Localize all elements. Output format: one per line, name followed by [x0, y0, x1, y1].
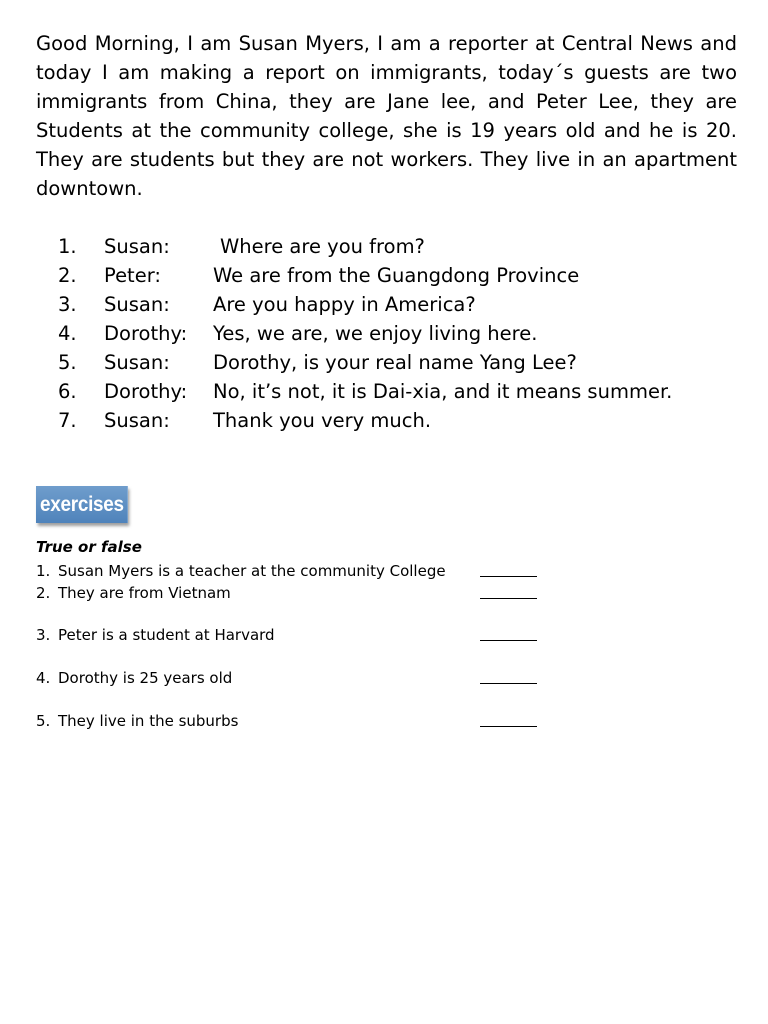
dialogue-number: 3. [58, 293, 77, 316]
dialogue-line [36, 406, 736, 435]
dialogue-text: We are from the Guangdong Province [213, 264, 580, 287]
item-number: 2. [36, 584, 51, 602]
dialogue-number: 7. [58, 409, 77, 432]
dialogue-text: Yes, we are, we enjoy living here. [213, 322, 538, 345]
dialogue-speaker: Susan: [104, 293, 170, 316]
dialogue-line [36, 377, 736, 406]
true-false-item [36, 667, 556, 689]
item-statement: They are from Vietnam [58, 584, 231, 602]
dialogue-line [36, 348, 736, 377]
true-false-item [36, 560, 556, 582]
dialogue-list [36, 232, 736, 435]
dialogue-speaker: Susan: [104, 235, 170, 258]
exercises-badge: exercises [36, 486, 128, 523]
item-statement: Dorothy is 25 years old [58, 669, 233, 687]
true-false-item [36, 710, 556, 732]
dialogue-line [36, 319, 736, 348]
dialogue-speaker: Susan: [104, 351, 170, 374]
answer-blank[interactable] [480, 584, 537, 599]
dialogue-number: 6. [58, 380, 77, 403]
dialogue-speaker: Susan: [104, 409, 170, 432]
dialogue-speaker: Dorothy: [104, 380, 188, 403]
item-number: 3. [36, 626, 51, 644]
dialogue-number: 2. [58, 264, 77, 287]
item-statement: Susan Myers is a teacher at the community College [58, 562, 446, 580]
dialogue-number: 4. [58, 322, 77, 345]
dialogue-line [36, 232, 736, 261]
answer-blank[interactable] [480, 626, 537, 641]
answer-blank[interactable] [480, 712, 537, 727]
dialogue-number: 5. [58, 351, 77, 374]
dialogue-line [36, 290, 736, 319]
item-number: 4. [36, 669, 51, 687]
item-number: 5. [36, 712, 51, 730]
dialogue-text: No, it’s not, it is Dai-xia, and it means summer. [213, 380, 673, 403]
answer-blank[interactable] [480, 669, 537, 684]
dialogue-text: Are you happy in America? [213, 293, 476, 316]
dialogue-speaker: Peter: [104, 264, 161, 287]
dialogue-line [36, 261, 736, 290]
answer-blank[interactable] [480, 562, 537, 577]
dialogue-text: Where are you from? [220, 235, 425, 258]
item-number: 1. [36, 562, 51, 580]
dialogue-text: Dorothy, is your real name Yang Lee? [213, 351, 577, 374]
dialogue-speaker: Dorothy: [104, 322, 188, 345]
item-statement: Peter is a student at Harvard [58, 626, 275, 644]
true-false-item [36, 582, 556, 604]
intro-paragraph: Good Morning, I am Susan Myers, I am a reporter at Central News and today I am making a report on immigrants, today´s guests are two immigrants from China, they are Jane lee, and Peter Lee, they are Students at the community college, she is 19 years old and he is 20. They are students but they are not workers. They live in an apartment downtown. [36, 32, 737, 200]
dialogue-number: 1. [58, 235, 77, 258]
true-false-heading: True or false [36, 538, 142, 556]
dialogue-text: Thank you very much. [213, 409, 432, 432]
true-false-item [36, 624, 556, 646]
item-statement: They live in the suburbs [58, 712, 239, 730]
